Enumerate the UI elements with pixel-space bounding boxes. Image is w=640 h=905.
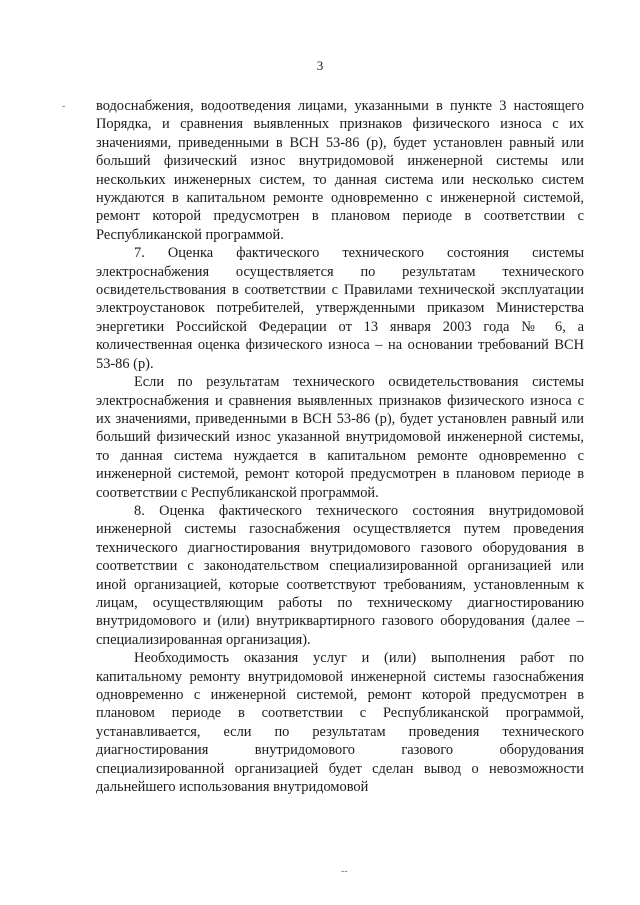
paragraph-continuation: водоснабжения, водоотведения лицами, указанными в пункте 3 настоящего Порядка, и сравнения выявленных признаков физического износа с их значениями, приведенными в ВСН 53-86 (р), будет установлен равный или больший физический износ внутридомовой инженерной системы или нескольких инженерных систем, то данная система или несколько систем нуждаются в капитальном ремонте одновременно с инженерной системой, ремонт которой предусмотрен в плановом периоде в соответствии с Республиканской программой. xyxy=(96,98,584,243)
scan-mark-bottom: -- xyxy=(341,866,348,877)
paragraph-item-8: 8. Оценка фактического технического состояния внутридомовой инженерной системы газоснабжения осуществляется путем проведения технического диагностирования внутридомового газового оборудования в соответствии с законодательством специализированной организацией или иной организацией, которые соответствуют требованиям, установленным к лицам, осуществляющим работы по техническому диагностированию внутридомового и (или) внутриквартирного газового оборудования (далее – специализированная организация). xyxy=(96,502,584,648)
scan-mark-top-left: - xyxy=(62,101,66,112)
document-body xyxy=(96,97,584,796)
paragraph-item-7: 7. Оценка фактического технического состояния системы электроснабжения осуществляется по результатам технического освидетельствования в соответствии с Правилами технической эксплуатации электроустановок потребителей, утвержденными приказом Министерства энергетики Российской Федерации от 13 января 2003 года № 6, а количественная оценка физического износа – на основании требований ВСН 53-86 (р). xyxy=(96,245,584,372)
paragraph-electrical-wear: Если по результатам технического освидетельствования системы электроснабжения и сравнения выявленных признаков физического износа с их значениями, приведенными в ВСН 53-86 (р), будет установлен равный или больший физический износ указанной внутридомовой инженерной системы, то данная система нуждается в капитальном ремонте одновременно с инженерной системой, ремонт которой предусмотрен в плановом периоде в соответствии с Республиканской программой. xyxy=(96,374,584,501)
page-number: 3 xyxy=(316,58,324,73)
paragraph-gas-repair-necessity: Необходимость оказания услуг и (или) выполнения работ по капитальному ремонту внутридомовой инженерной системы газоснабжения одновременно с инженерной системой, ремонт которой предусмотрен в плановом периоде в соответствии с Республиканской программой, устанавливается, если по результатам проведения технического диагностирования внутридомового газового оборудования специализированной организацией будет сделан вывод о невозможности дальнейшего использования внутридомовой xyxy=(96,650,584,796)
